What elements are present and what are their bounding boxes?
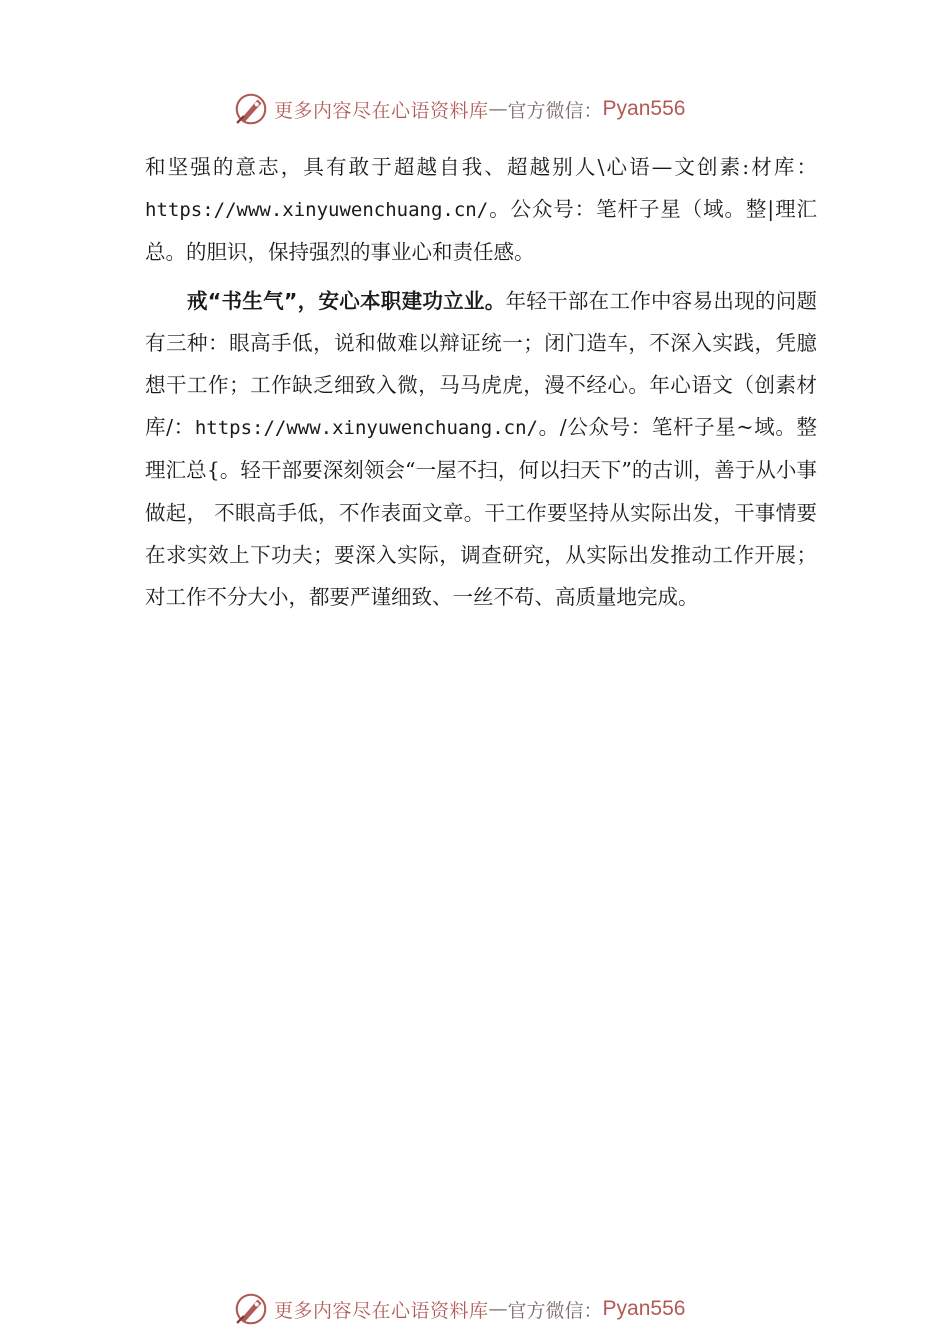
document-body — [145, 146, 817, 618]
website-link[interactable]: https://www.xinyuwenchuang.cn/ — [194, 417, 538, 440]
footer-banner — [232, 1289, 685, 1329]
paragraph-text: 。公众号：笔杆子星（域。整|理汇总。的胆识，保持强烈的事业心和责任感。 — [145, 197, 817, 265]
banner-wechat-id: Pyan556 — [602, 1297, 686, 1320]
banner-wechat-id: Pyan556 — [602, 97, 686, 120]
paragraph-lead-heading: 戒“书生气”，安心本职建功立业。 — [187, 288, 506, 313]
paragraph-2 — [145, 280, 817, 619]
banner-label: 官方微信： — [507, 99, 603, 122]
paragraph-1 — [145, 146, 817, 274]
pen-nib-logo-icon — [232, 90, 270, 128]
paragraph-text: 。/公众号：笔杆子星~域。整理汇总{。轻干部要深刻领会“一屋不扫，何以扫天下”的古训，善于从小事做起， 不眼高手低，不作表面文章。干工作要坚持从实际出发，干事情要在求实效上下功夫；要深入实际，调查研究，从实际出发推动工作开展； 对工作不分大小，都要严谨细致、一丝不苟、高质量地完成。 — [145, 415, 817, 610]
banner-text: 更多内容尽在心语资料库 — [274, 1299, 489, 1322]
banner-label: 官方微信： — [507, 1299, 603, 1322]
paragraph-text: 和坚强的意志，具有敢于超越自我、超越别人\心语—文创素:材库： — [145, 155, 817, 179]
banner-separator: — — [488, 98, 508, 120]
banner-text: 更多内容尽在心语资料库 — [274, 99, 489, 122]
paragraph-text: 年轻干部在工作中容易出现的问题有三种：眼高手低，说和做难以辩证统一；闭门造车，不深入实践，凭臆想干工作；工作缺乏细致入微，马马虎虎，漫不经心。年心语文（创素材库/： — [145, 288, 818, 440]
website-link[interactable]: https://www.xinyuwenchuang.cn/ — [145, 199, 489, 222]
banner-separator: — — [488, 1298, 508, 1320]
pen-nib-logo-icon — [232, 1290, 270, 1328]
header-banner — [232, 89, 685, 129]
